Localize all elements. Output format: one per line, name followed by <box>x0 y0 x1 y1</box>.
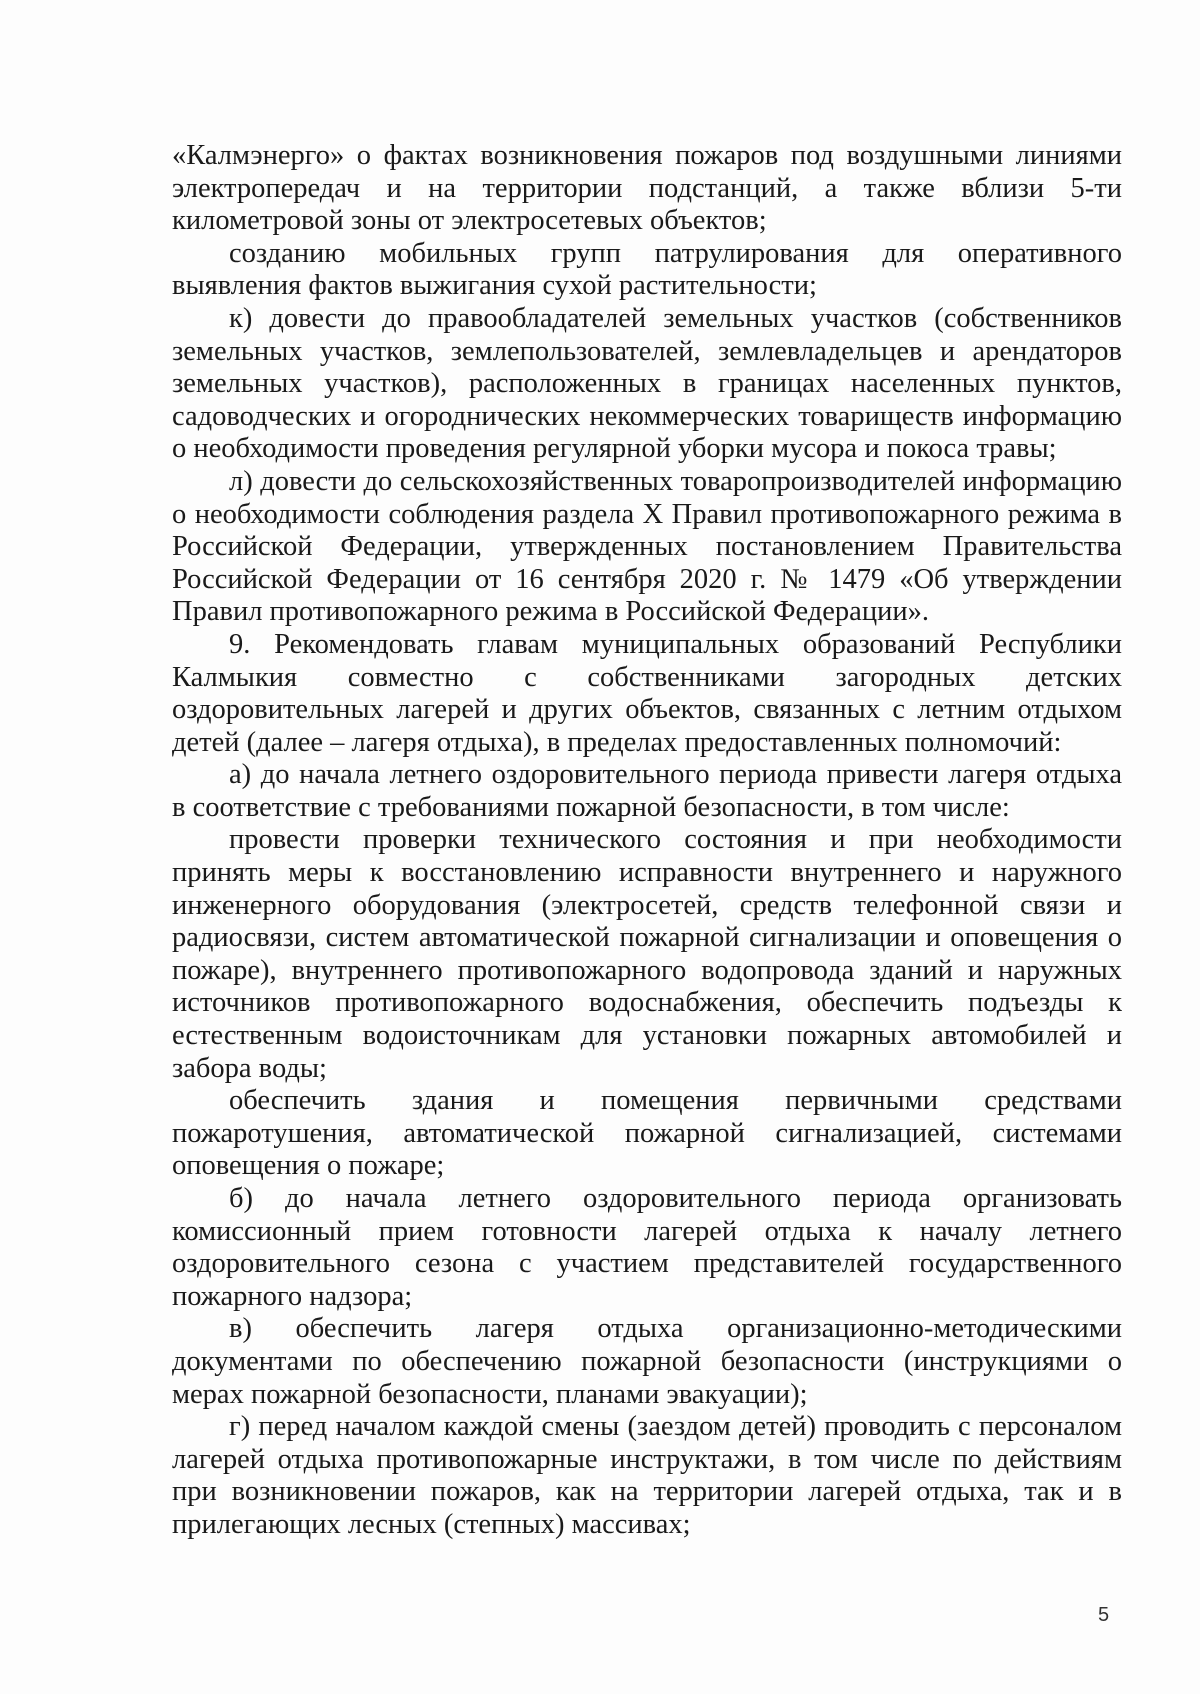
paragraph-inspections: провести проверки технического состояния и при необходимости принять меры к восстановлению исправности внутреннего и наружного инженерного оборудования (электросетей, средств телефонной связи и радиосвязи, систем автоматической пожарной сигнализации и оповещения о пожаре), внутреннего противопожарного водопровода зданий и наружных источников противопожарного водоснабжения, обеспечить подъезды к естественным водоисточникам для установки пожарных автомобилей и забора воды; <box>172 824 1122 1084</box>
paragraph-9: 9. Рекомендовать главам муниципальных образований Республики Калмыкия совместно с собственниками загородных детских оздоровительных лагерей и других объектов, связанных с летним отдыхом детей (далее – лагеря отдыха), в пределах предоставленных полномочий: <box>172 628 1122 758</box>
paragraph-g: г) перед началом каждой смены (заездом детей) проводить с персоналом лагерей отдыха противопожарные инструктажи, в том числе по действиям при возникновении пожаров, как на территории лагерей отдыха, так и в прилегающих лесных (степных) массивах; <box>172 1411 1122 1540</box>
paragraph-l: л) довести до сельскохозяйственных товаропроизводителей информацию о необходимости соблюдения раздела X Правил противопожарного режима в Российской Федерации, утвержденных постановлением Правительства Российской Федерации от 16 сентября 2020 г. № 1479 «Об утверждении Правил противопожарного режима в Российской Федерации». <box>172 465 1122 628</box>
document-body <box>172 140 1122 1542</box>
paragraph-b: б) до начала летнего оздоровительного периода организовать комиссионный прием готовности лагерей отдыха к началу летнего оздоровительного сезона с участием представителей государственного пожарного надзора; <box>172 1183 1122 1312</box>
paragraph-mobile-groups: созданию мобильных групп патрулирования для оперативного выявления фактов выжигания сухой растительности; <box>172 237 1122 302</box>
page-number: 5 <box>1098 1604 1110 1626</box>
paragraph-kalmenergo: «Калмэнерго» о фактах возникновения пожаров под воздушными линиями электропередач и на территории подстанций, а также вблизи 5-ти километровой зоны от электросетевых объектов; <box>172 140 1122 237</box>
paragraph-v: в) обеспечить лагеря отдыха организационно-методическими документами по обеспечению пожарной безопасности (инструкциями о мерах пожарной безопасности, планами эвакуации); <box>172 1313 1122 1410</box>
paragraph-k: к) довести до правообладателей земельных участков (собственников земельных участков, землепользователей, землевладельцев и арендаторов земельных участков), расположенных в границах населенных пунктов, садоводческих и огороднических некоммерческих товариществ информацию о необходимости проведения регулярной уборки мусора и покоса травы; <box>172 302 1122 465</box>
paragraph-equipment: обеспечить здания и помещения первичными средствами пожаротушения, автоматической пожарной сигнализацией, системами оповещения о пожаре; <box>172 1085 1122 1182</box>
paragraph-a: а) до начала летнего оздоровительного периода привести лагеря отдыха в соответствие с требованиями пожарной безопасности, в том числе: <box>172 759 1122 823</box>
